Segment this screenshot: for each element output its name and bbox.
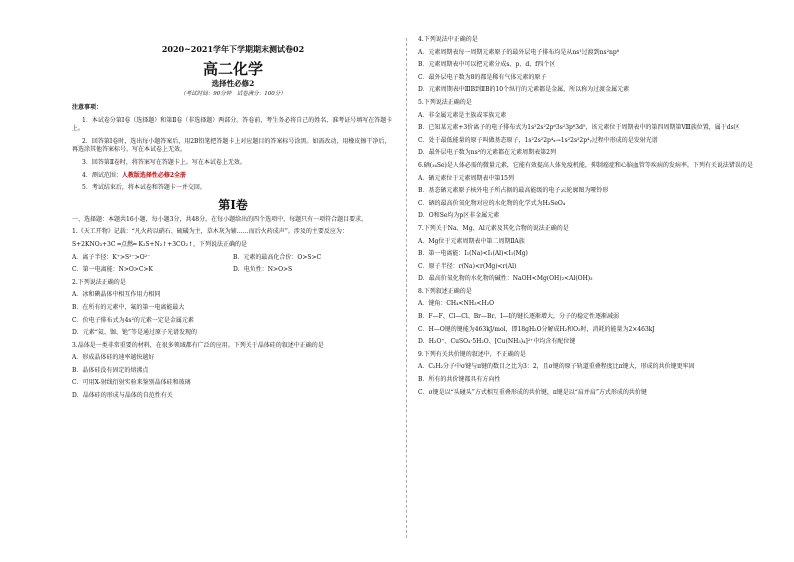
question-stem: 2.下列说法正确的是	[72, 278, 126, 286]
note-scope-value: 人教版选择性必修2全册	[121, 171, 187, 179]
note-item: 5．考试结束后，将本试卷和答题卡一并交回。	[82, 184, 206, 192]
question-stem: 6.硒(₃₄Se)是人体必需的微量元素，它能有效提高人体免疫机能，抑制癌症和心脑血管等疾病的发病率。下列有关说法错误的是	[418, 161, 753, 169]
option: A．元素周期表每一周期元素原子的最外层电子排布均是从ns¹过渡到ns²np⁶	[418, 48, 620, 56]
option: C．可用X-射线衍射实验来鉴别晶体硅和玻璃	[72, 379, 191, 387]
exam-meta: （考试时间：90分钟 试卷满分：100分）	[180, 91, 286, 97]
section-title: 第Ⅰ卷	[218, 197, 248, 212]
question-stem: 4.下列说法中正确的是	[418, 36, 478, 43]
subject-title: 高二化学	[202, 60, 263, 78]
right-column	[418, 36, 756, 401]
option: C．原子半径：r(Na)<r(Mg)<r(Al)	[418, 262, 517, 270]
option: A．形成晶体硅的速率越快越好	[72, 354, 155, 362]
option: B．所有的共价键都具有方向性	[418, 376, 501, 384]
option: B．F—F、Cl—Cl、Br—Br、I—I的键长逐渐增大，分子的稳定性逐渐减弱	[418, 313, 620, 321]
option: B．元素的最高化合价：O>S>C	[233, 253, 322, 261]
option: C．最外层电子数为8的都是稀有气体元素的原子	[418, 73, 547, 81]
option: B．基态硒元素原子核外电子所占据的最高能级的电子云轮廓图为哑铃形	[418, 187, 609, 195]
option: A．Mg位于元素周期表中第二周期ⅡA族	[418, 237, 525, 245]
option: A．离子半径：K⁺>S²⁻>O²⁻	[72, 253, 151, 261]
option: A．非金属元素是主族或零族元素	[418, 111, 507, 119]
question-equation: S+2KNO₃+3C ═点燃═ K₂S+N₂↑+3CO₂↑，下列说法正确的是	[72, 240, 247, 248]
option: D．最外层电子数为ns²的元素都在元素周期表第2列	[418, 149, 556, 157]
left-column	[72, 36, 394, 405]
option: A．硒元素位于元素周期表中第15列	[418, 174, 514, 182]
option: C．第一电离能：N>O>C>K	[72, 266, 153, 274]
option: B．第一电离能：I₁(Na)<I₁(Al)<I₁(Mg)	[418, 250, 528, 258]
option: B．元素周期表中可以把元素分成s、p、d、f四个区	[418, 61, 556, 69]
option: A．冰和碘晶体中相互作用力相同	[72, 291, 161, 299]
option: C．处于最低能量的原子叫做基态原子，1s²2s²2p⁴ₓ→1s²2s²2p⁴ᵧ过程中形成的是发射光谱	[418, 136, 658, 144]
option: B．晶体硅没有固定的熔沸点	[72, 366, 149, 374]
notes-title: 注意事项：	[72, 104, 103, 111]
option-row	[72, 254, 394, 263]
option: D．最高价氧化物的水化物的碱性：NaOH<Mg(OH)₂<Al(OH)₃	[418, 275, 593, 283]
exam-title: 2020~2021学年下学期期末测试卷02	[161, 44, 305, 54]
option: C．硒的最高价氧化物对应的水化物的化学式为H₂SeO₄	[418, 199, 566, 207]
section-instructions: 一、选择题：本题共16小题，每小题3分，共48分。在每小题给出的四个选项中，每题只有一项符合题目要求。	[72, 215, 368, 223]
note-item: 1．本试卷分第Ⅰ卷（选择题）和第Ⅱ卷（非选择题）两部分。答卷前，考生务必将自己的姓名、准考证号填写在答题卡上。	[72, 116, 393, 133]
question-stem: 9.下列有关共价键的叙述中，不正确的是	[418, 350, 526, 358]
option: D．H₂O⁺、CuSO₄·5H₂O、[Cu(NH₃)₄]²⁺中均含有配位键	[418, 338, 576, 346]
option: C．价电子排布式为4s²的元素一定是金属元素	[72, 316, 194, 324]
option: D．O和Se均为p区非金属元素	[418, 212, 500, 220]
option: B．在所有的元素中，氟的第一电离能最大	[72, 303, 185, 311]
option: C．H—O键的键能为463kJ/mol，即18gH₂O分解成H₂和O₂时，消耗的能量为2×463kJ	[418, 325, 655, 333]
option-row	[72, 266, 394, 275]
question-stem: 8.下列叙述正确的是	[418, 287, 472, 295]
question-stem: 3.晶体是一类非常重要的材料，在很多领域都有广泛的应用。下列关于晶体硅的叙述中正确的是	[72, 341, 324, 349]
question-stem: 5.下列说法正确的是	[418, 98, 472, 106]
option: A．键角：CH₄<NH₃<H₂O	[418, 300, 495, 308]
note-item-scope	[72, 172, 394, 181]
book-title: 选择性必修2	[211, 79, 255, 88]
option: B．已知某元素+3价离子的电子排布式为1s²2s²2p⁶3s²3p⁶3d⁵，该元素位于周期表中的第四周期第Ⅷ族位置，属于ds区	[418, 124, 740, 132]
column-divider	[406, 38, 407, 538]
question-stem: 7.下列关于Na、Mg、Al元素及其化合物的说法正确的是	[418, 224, 569, 232]
option: C．σ键是以“头碰头”方式相互重叠形成的共价键，π键是以“肩并肩”方式形成的共价键	[418, 388, 647, 396]
option: D．晶体硅的形成与晶体的自范性有关	[72, 392, 173, 400]
question-stem: 1.《天工开物》记载：“凡火药以硝石、硫磺为主，草木灰为辅……而后火药成声”。涉及的主要反应为：	[72, 228, 348, 236]
option: D．元素周期表中ⅢB到ⅡB的10个纵行的元素都是金属，所以称为过渡金属元素	[418, 86, 630, 94]
option: D．元素“氦、铷、铯”等是通过原子光谱发现的	[72, 329, 197, 337]
option: A．C₂H₂分子中σ键与π键的数目之比为3：2，且σ键的原子轨道重叠程度比π键大，形成的共价键更牢固	[418, 363, 695, 371]
note-item: 3．回答第Ⅱ卷时，将答案写在答题卡上。写在本试卷上无效。	[82, 158, 246, 166]
note-item: 2．回答第Ⅰ卷时，选出每小题答案后，用2B铅笔把答题卡上对应题目的答案标号涂黑。如需改动，用橡皮擦干净后，再选涂其他答案标号。写在本试卷上无效。	[72, 137, 391, 154]
note-scope-prefix: 4．测试范围：	[82, 171, 122, 179]
option: D．电负性：N>O>S	[233, 266, 293, 274]
